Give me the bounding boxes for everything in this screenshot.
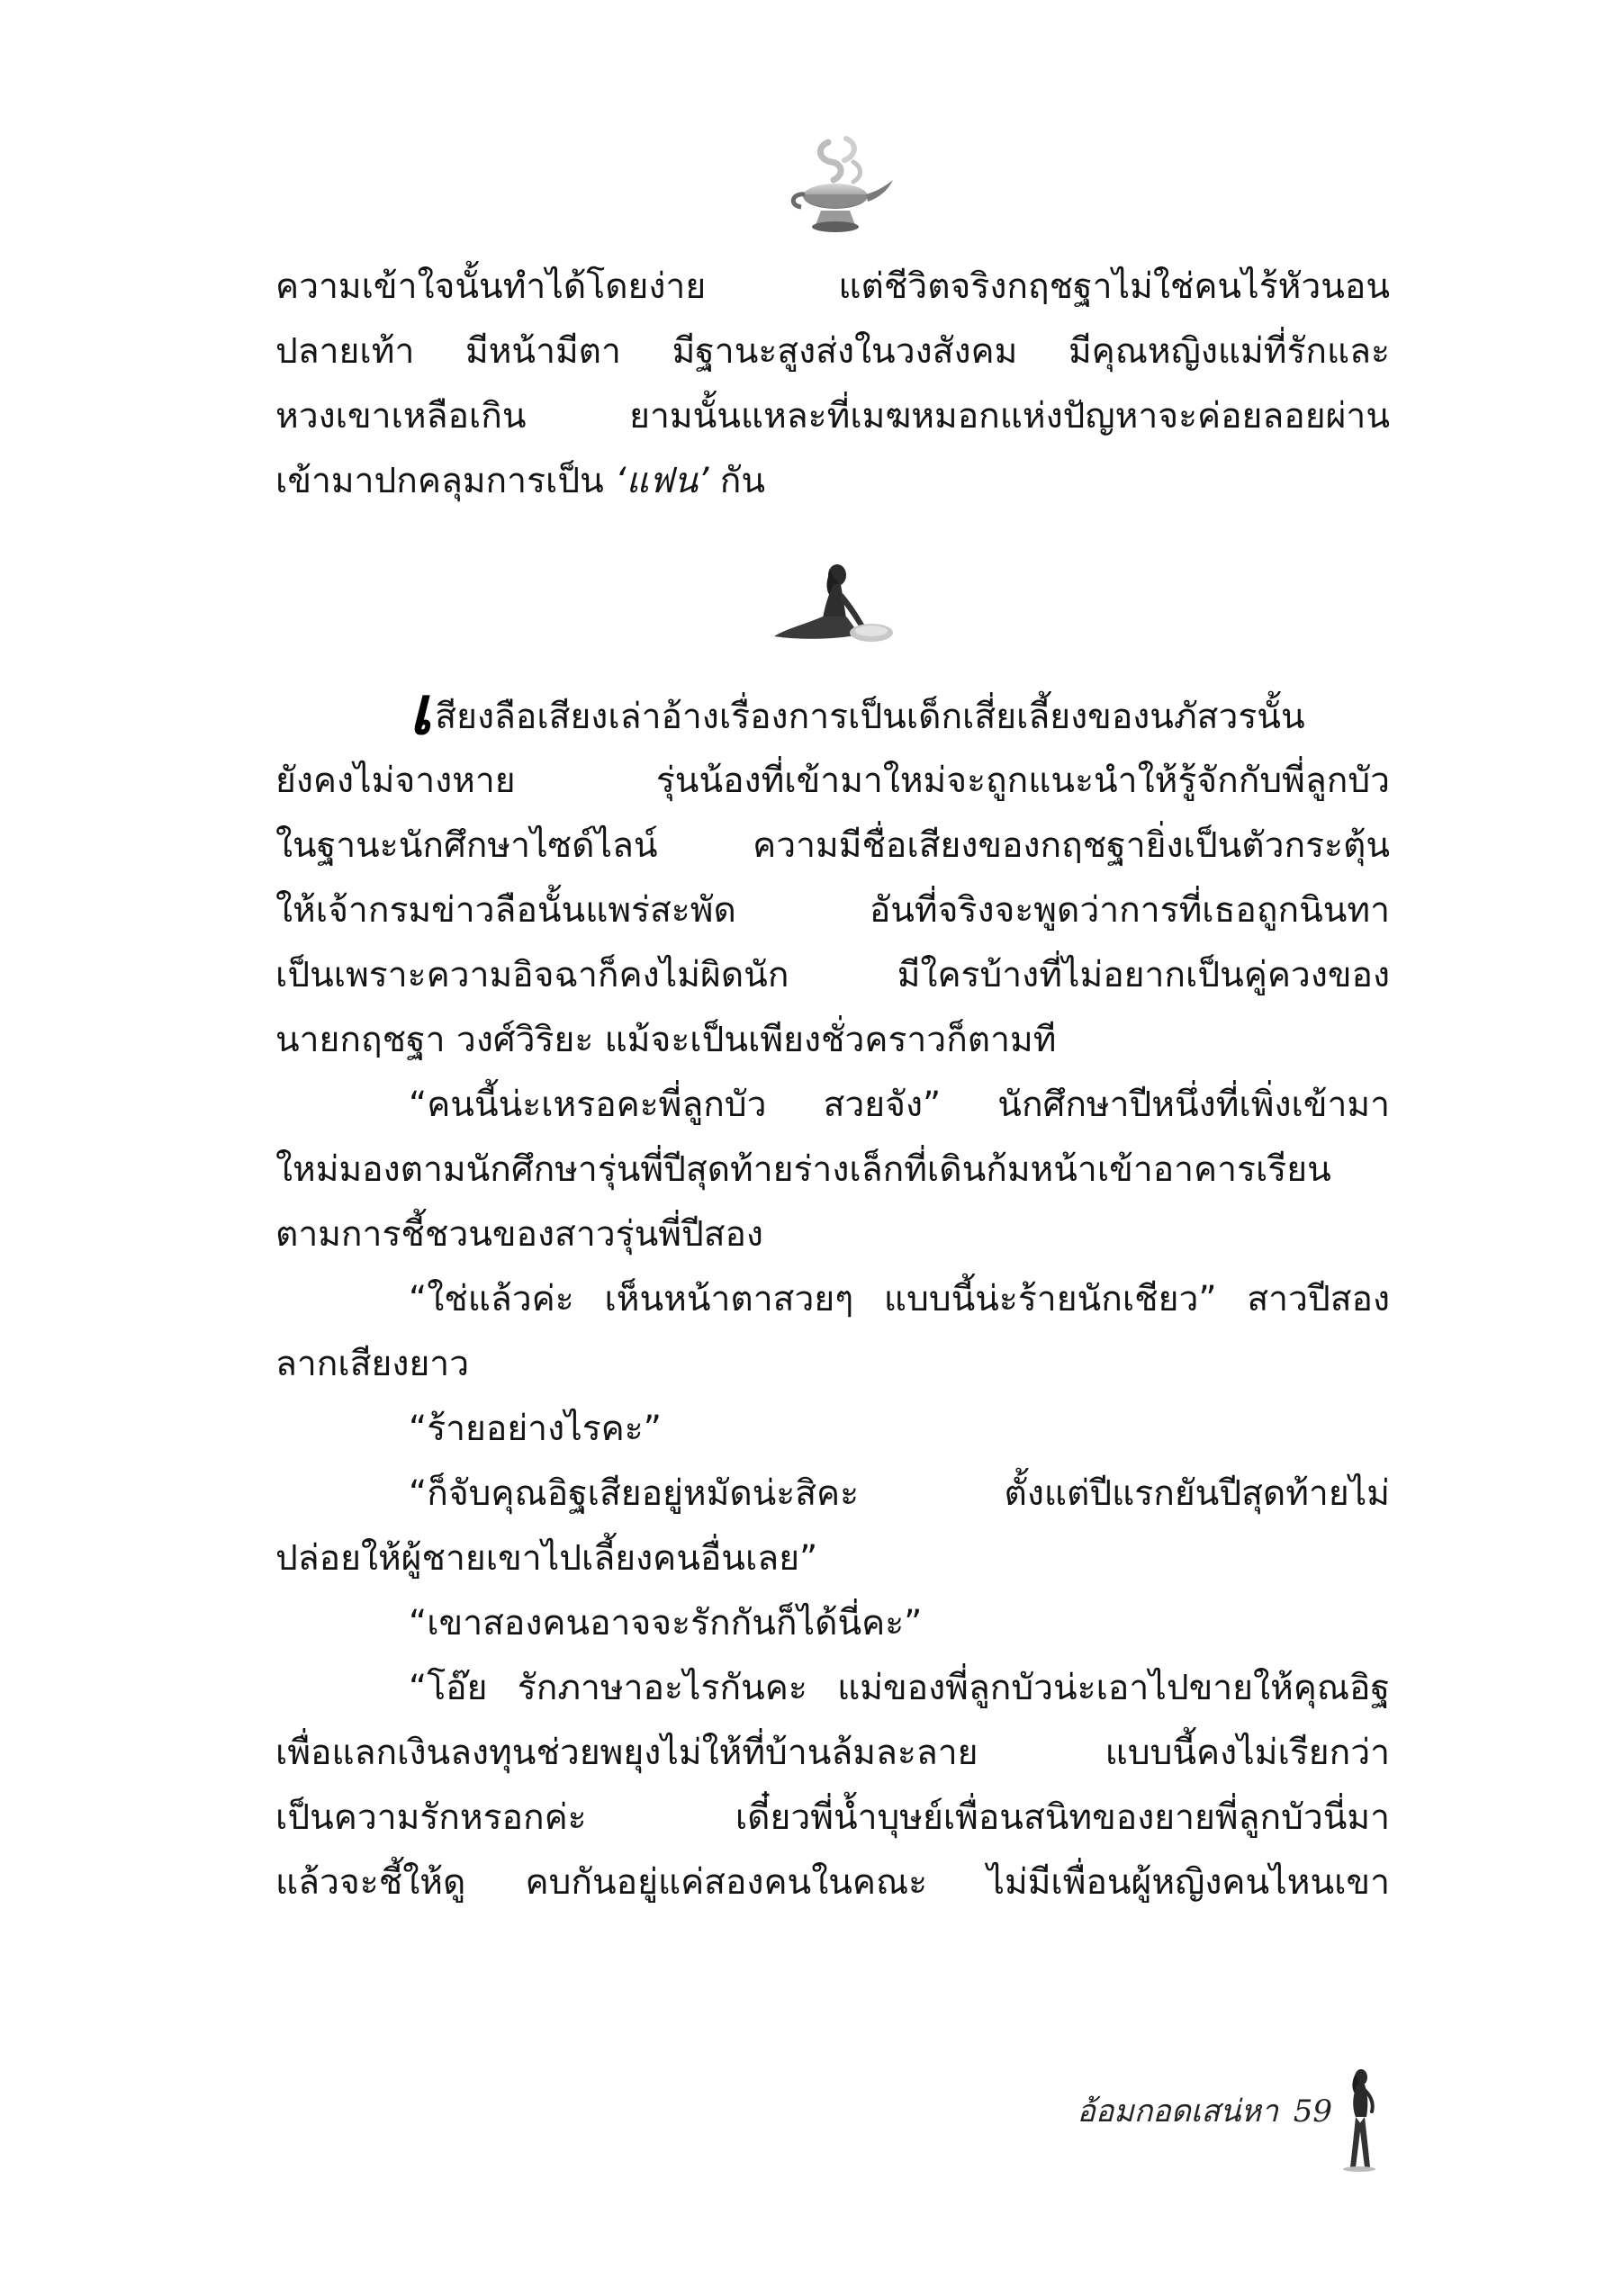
text-line: เป็นเพราะความอิจฉาก็คงไม่ผิดนัก มีใครบ้างที่ไม่อยากเป็นคู่ควงของ [275, 955, 1390, 995]
text-segment: กัน [708, 461, 766, 501]
text-line: ในฐานะนักศึกษาไซด์ไลน์ ความมีชื่อเสียงของกฤชฐายิ่งเป็นตัวกระตุ้น [275, 825, 1390, 866]
text-segment: เข้ามาปกคลุมการเป็น [275, 461, 616, 501]
paragraph-1 [275, 255, 1390, 514]
text-line: “ร้ายอย่างไรคะ” [409, 1409, 662, 1449]
page-number: 59 [1293, 2093, 1332, 2129]
text-line: ปลายเท้า มีหน้ามีตา มีฐานะสูงส่งในวงสังคม มีคุณหญิงแม่ที่รักและ [275, 331, 1390, 372]
text-line [275, 672, 1390, 750]
teapot-lamp-ornament [780, 135, 897, 236]
text-line: ความเข้าใจนั้นทำได้โดยง่าย แต่ชีวิตจริงกฤชฐาไม่ใช่คนไร้หัวนอน [275, 266, 1390, 307]
text-line: “ก็จับคุณอิฐเสียอยู่หมัดน่ะสิคะ ตั้งแต่ปีแรกยันปีสุดท้ายไม่ [409, 1473, 1390, 1514]
text-line: “เขาสองคนอาจจะรักกันก็ได้นี่คะ” [409, 1603, 923, 1643]
footer-label [1071, 2086, 1332, 2135]
book-title: อ้อมกอดเสน่หา [1077, 2093, 1278, 2129]
reclining-woman-ornament [771, 563, 906, 653]
text-line: เพื่อแลกเงินลงทุนช่วยพยุงไม่ให้ที่บ้านล้มละลาย แบบนี้คงไม่เรียกว่า [275, 1733, 1390, 1773]
text-line: ให้เจ้ากรมข่าวลือนั้นแพร่สะพัด อันที่จริงจะพูดว่าการที่เธอถูกนินทา [275, 890, 1390, 931]
text-line: หวงเขาเหลือเกิน ยามนั้นแหละที่เมฆหมอกแห่งปัญหาจะค่อยลอยผ่าน [275, 396, 1390, 437]
dropcap-letter: เ [409, 672, 432, 750]
text-segment: สียงลือเสียงเล่าอ้างเรื่องการเป็นเด็กเสี่ยเลี้ยงของนภัสวรนั้น [435, 697, 1305, 737]
text-line [275, 449, 1390, 514]
text-line: “โอ๊ย รักภาษาอะไรกันคะ แม่ของพี่ลูกบัวน่ะเอาไปขายให้คุณอิฐ [409, 1668, 1390, 1708]
text-line: ลากเสียงยาว [275, 1344, 470, 1384]
text-line: ใหม่มองตามนักศึกษารุ่นพี่ปีสุดท้ายร่างเล็กที่เดินก้มหน้าเข้าอาคารเรียน [275, 1149, 1331, 1190]
page-footer [900, 2066, 1404, 2174]
text-line: “ใช่แล้วค่ะ เห็นหน้าตาสวยๆ แบบนี้น่ะร้ายนักเชียว” สาวปีสอง [409, 1279, 1390, 1319]
text-line: ตามการชี้ชวนของสาวรุ่นพี่ปีสอง [275, 1214, 763, 1255]
text-line: นายกฤชฐา วงศ์วิริยะ แม้จะเป็นเพียงชั่วคราวก็ตามที [275, 1020, 1057, 1060]
text-line: แล้วจะชี้ให้ดู คบกันอยู่แค่สองคนในคณะ ไม่มีเพื่อนผู้หญิงคนไหนเขา [275, 1862, 1390, 1903]
section-2 [275, 672, 1390, 1915]
text-line: ยังคงไม่จางหาย รุ่นน้องที่เข้ามาใหม่จะถูกแนะนำให้รู้จักกับพี่ลูกบัว [275, 761, 1390, 801]
emphasis-text: ‘แฟน’ [615, 461, 709, 501]
text-line: ปล่อยให้ผู้ชายเขาไปเลี้ยงคนอื่นเลย” [275, 1538, 818, 1579]
text-line: เป็นความรักหรอกค่ะ เดี๋ยวพี่น้ำบุษย์เพื่อนสนิทของยายพี่ลูกบัวนี่มา [275, 1797, 1390, 1838]
standing-woman-silhouette [1332, 2066, 1386, 2174]
text-line: “คนนี้น่ะเหรอคะพี่ลูกบัว สวยจัง” นักศึกษาปีหนึ่งที่เพิ่งเข้ามา [409, 1085, 1390, 1125]
